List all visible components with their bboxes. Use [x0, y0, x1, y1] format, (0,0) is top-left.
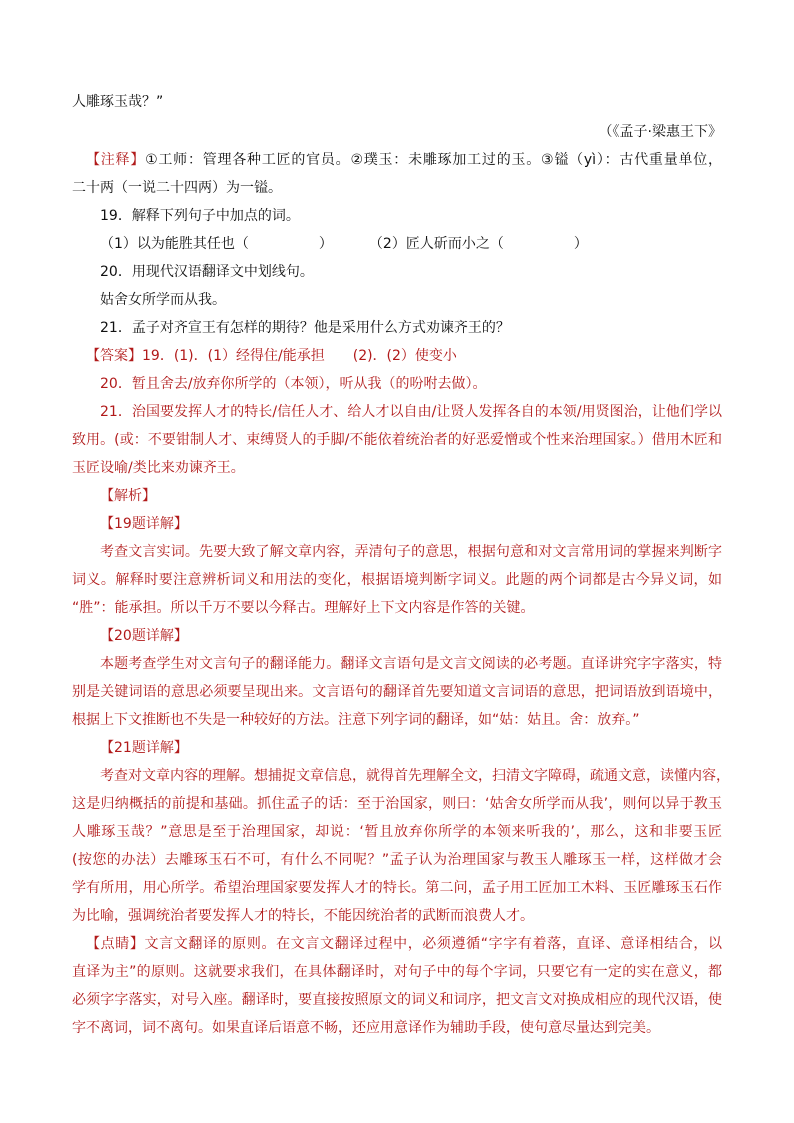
section-20-heading: 【20题详解】: [100, 628, 188, 644]
question-19: 19．解释下列句子中加点的词。: [100, 208, 300, 224]
source-citation: （《孟子·梁惠王下》: [598, 124, 722, 140]
passage-end-line: 人雕琢玉哉？”: [72, 94, 164, 110]
question-20-sentence: 姑舍女所学而从我。: [100, 292, 226, 308]
question-21: 21．孟子对齐宣王有怎样的期待？他是采用什么方式劝谏齐王的？: [100, 320, 510, 336]
section-20-line-2: 别是关键词语的意思必须要呈现出来。文言语句的翻译首先要知道文言词语的意思，把词语放到语境中，: [72, 684, 722, 700]
section-20-line-1: 本题考查学生对文言句子的翻译能力。翻译文言语句是文言文阅读的必考题。直译讲究字字落实，特: [100, 656, 722, 672]
section-21-line-2: 这是归纳概括的前提和基础。抓住孟子的话：至于治国家，则曰：‘姑舍女所学而从我’，则何以异于教玉: [72, 796, 722, 812]
key-point-line-1: [86, 934, 722, 956]
annotation-tag: 【注释】: [86, 152, 146, 168]
answer-line-1: 【答案】19．(1)．(1）经得住/能承担 (2)．(2）使变小: [86, 348, 457, 364]
section-21-heading: 【21题详解】: [100, 740, 188, 756]
key-point-line-3: 必须字字落实，对号入座。翻译时，要直接按照原文的词义和词序，把文言文对换成相应的现代汉语，使: [72, 992, 722, 1008]
q19-close-2: ）: [573, 236, 588, 252]
section-21-line-5: 学有所用，用心所学。希望治理国家要发挥人才的特长。第二问，孟子用工匠加工木料、玉匠雕琢玉石作: [72, 880, 722, 896]
section-20-line-3: 根据上下文推断也不失是一种较好的方法。注意下列字词的翻译，如“姑：姑且。舍：放弃。”: [72, 712, 640, 728]
key-point-line-4: 字不离词，词不离句。如果直译后语意不畅，还应用意译作为辅助手段，使句意尽量达到完美。: [72, 1020, 660, 1036]
section-19-heading: 【19题详解】: [100, 516, 188, 532]
annotation-line-1: [86, 150, 722, 172]
section-21-line-3: 人雕琢玉哉？”意思是至于治理国家，却说：‘暂且放弃你所学的本领来听我的’，那么，这和非要玉匠: [72, 824, 722, 840]
section-21-line-4: (按您的办法）去雕琢玉石不可，有什么不同呢？”孟子认为治理国家与教玉人雕琢玉一样，这样做才会: [72, 852, 722, 868]
section-19-line-1: 考查文言实词。先要大致了解文章内容，弄清句子的意思，根据句意和对文言常用词的掌握来判断字: [100, 544, 722, 560]
key-point-text: 文言文翻译的原则。在文言文翻译过程中，必须遵循“字字有着落，直译、意译相结合，以: [144, 936, 722, 952]
answer-line-3: 21．治国要发挥人才的特长/信任人才、给人才以自由/让贤人发挥各自的本领/用贤图治，让他们学以: [100, 404, 722, 420]
key-point-line-2: 直译为主”的原则。这就要求我们，在具体翻译时，对句子中的每个字词，只要它有一定的实在意义，都: [72, 964, 722, 980]
question-19-items: [100, 234, 750, 256]
q19-item-2: （2）匠人斫而小之（: [368, 236, 504, 252]
q19-item-1: （1）以为能胜其任也（: [100, 236, 249, 252]
question-20: 20．用现代汉语翻译文中划线句。: [100, 264, 314, 280]
analysis-heading: 【解析】: [100, 488, 156, 504]
section-21-line-1: 考查对文章内容的理解。想捕捉文章信息，就得首先理解全文，扫清文字障碍，疏通文意，读懂内容，: [100, 768, 730, 784]
answer-line-5: 玉匠设喻/类比来劝谏齐王。: [72, 460, 245, 476]
key-point-tag: 【点睛】: [86, 936, 145, 952]
annotation-text: ①工师：管理各种工匠的官员。②璞玉：未雕琢加工过的玉。③镒（yì）：古代重量单位，: [145, 152, 723, 168]
section-19-line-3: “胜”：能承担。所以千万不要以今释古。理解好上下文内容是作答的关键。: [72, 600, 535, 616]
q19-close-1: ）: [318, 236, 333, 252]
answer-line-2: 20．暂且舍去/放弃你所学的（本领），听从我（的吩咐去做）。: [100, 376, 487, 392]
section-21-line-6: 为比喻，强调统治者要发挥人才的特长，不能因统治者的武断而浪费人才。: [72, 908, 534, 924]
annotation-line-2: 二十两（一说二十四两）为一镒。: [72, 180, 282, 196]
answer-line-4: 致用。(或：不要钳制人才、束缚贤人的手脚/不能依着统治者的好恶爱憎或个性来治理国家。）借用木匠和: [72, 432, 722, 448]
section-19-line-2: 词义。解释时要注意辨析词义和用法的变化，根据语境判断字词义。此题的两个词都是古今异义词，如: [72, 572, 722, 588]
